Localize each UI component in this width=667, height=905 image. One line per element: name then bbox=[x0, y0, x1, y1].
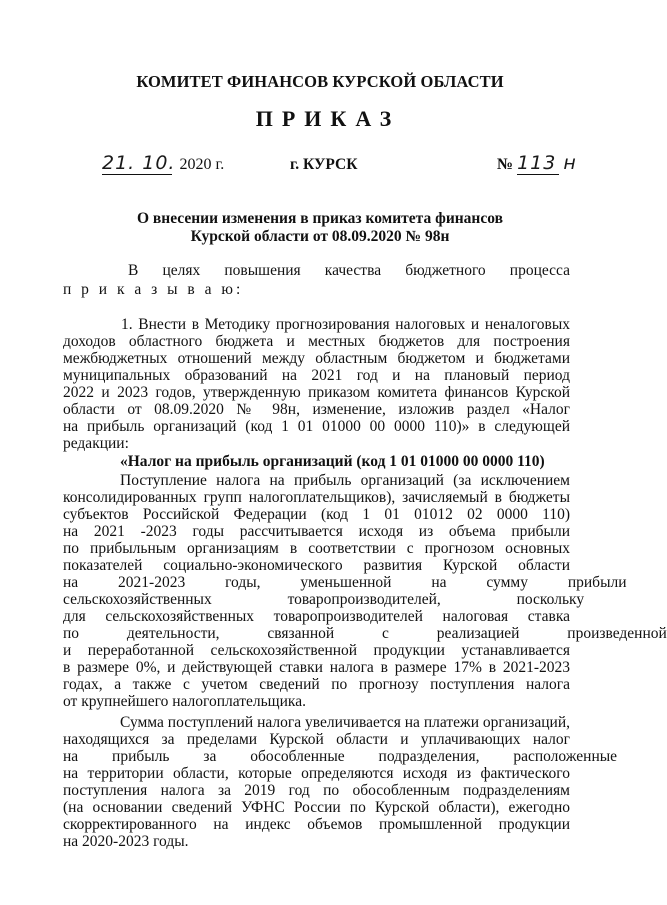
number-underline bbox=[517, 174, 559, 175]
organization-title: КОМИТЕТ ФИНАНСОВ КУРСКОЙ ОБЛАСТИ bbox=[136, 72, 504, 91]
handwritten-number: 113 н bbox=[517, 152, 577, 174]
intro-line-2: п р и к а з ы в а ю: bbox=[63, 281, 244, 298]
section-heading: «Налог на прибыль организаций (код 1 01 01000 00 0000 110) bbox=[120, 453, 545, 470]
paragraph-2: Поступление налога на прибыль организаций (за исключением консолидированных групп налогоплательщиков), зачисляемый в бюджеты субъектов Российской Федерации (код 1 01 01012 02 0000 110) на 2021 -2023 годы рассчитывается исходя из объема прибыли по прибыльным организациям в соответствии с прогнозом основных показателей социально-экономического развития Курской области на 2021-2023 годы, уменьшенной на сумму прибыли сельскохозяйственных товаропроизводителей, поскольку для сельскохозяйственных товаропроизводителей налоговая ставка по деятельности, связанной с реализацией произведенной и переработанной сельскохозяйственной продукции устанавливается в размере 0%, и действующей ставки налога в размере 17% в 2021-2023 годах, а также с учетом сведений по прогнозу поступления налога от крупнейшего налогоплательщика. bbox=[63, 472, 667, 710]
handwritten-date: 21. 10. bbox=[102, 152, 176, 174]
document-type-title: ПРИКАЗ bbox=[255, 106, 401, 131]
subject-line-1: О внесении изменения в приказ комитета финансов bbox=[137, 210, 503, 227]
subject-heading bbox=[0, 210, 640, 246]
intro-line-1: В целях повышения качества бюджетного процесса bbox=[128, 262, 570, 279]
paragraph-1: 1. Внести в Методику прогнозирования налоговых и неналоговых доходов областного бюджета и местных бюджетов для построения межбюджетных отношений между областным бюджетом и бюджетами муниципальных образований на 2021 год и на плановый период 2022 и 2023 годов, утвержденную приказом комитета финансов Курской области от 08.09.2020 № 98н, изменение, изложив раздел «Налог на прибыль организаций (код 1 01 01000 00 0000 110)» в следующей редакции: bbox=[63, 316, 570, 452]
date-underline bbox=[102, 174, 172, 175]
number-label: № bbox=[497, 156, 514, 173]
document-date bbox=[102, 152, 224, 174]
document-number bbox=[497, 152, 577, 174]
paragraph-3: Сумма поступлений налога увеличивается на платежи организаций, находящихся за пределами Курской области и уплачивающих налог на прибыль за обособленные подразделения, расположенные на территории области, которые определяются исходя из фактического поступления налога за 2019 год по обособленным подразделениям (на основании сведений УФНС России по Курской области), ежегодно скорректированного на индекс объемов промышленной продукции на 2020-2023 годы. bbox=[63, 714, 618, 850]
subject-line-2: Курской области от 08.09.2020 № 98н bbox=[190, 228, 450, 245]
document-city: г. КУРСК bbox=[290, 156, 358, 173]
date-year: 2020 г. bbox=[179, 156, 225, 173]
